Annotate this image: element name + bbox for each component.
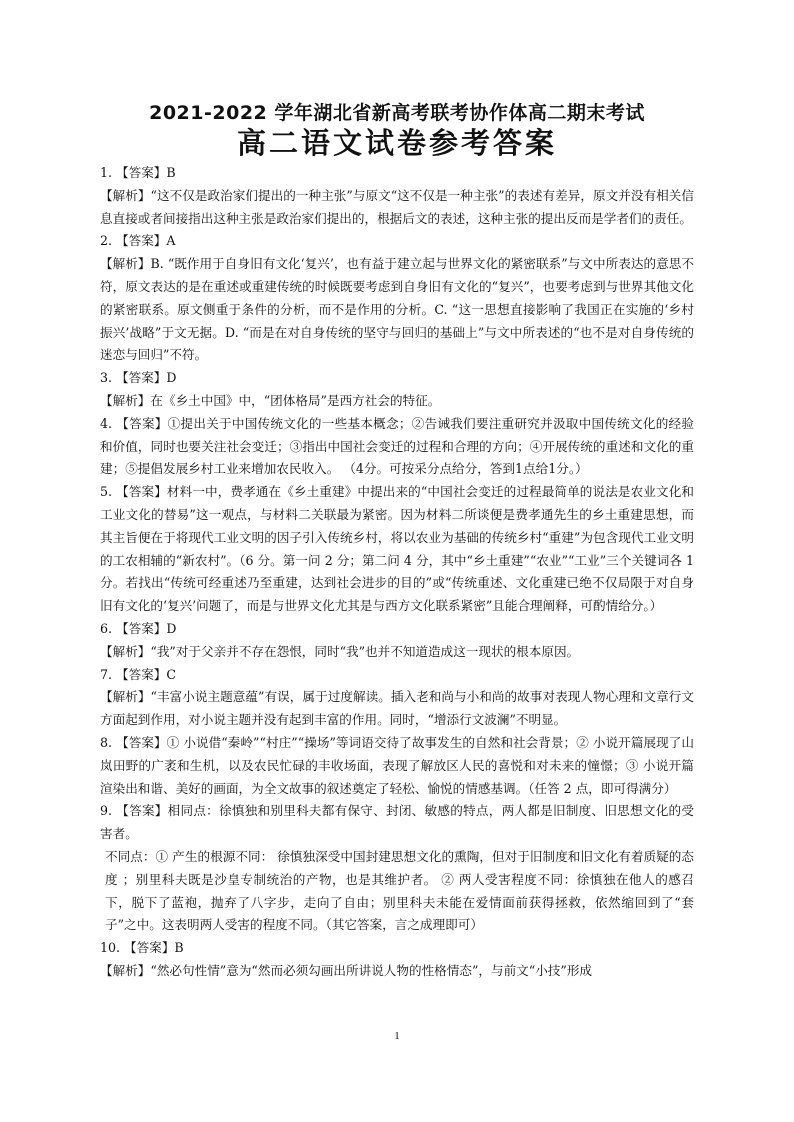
answer-line: 3. 【答案】D <box>100 370 177 386</box>
answer-line: 7. 【答案】C <box>100 666 177 682</box>
answer-line: 1. 【答案】B <box>100 165 176 180</box>
answer-line: 4. 【答案】①提出关于中国传统文化的一些基本概念；②告诫我们要注重研究并汲取中国传统文化的经验和价值，同时也要关注社会变迁；③指出中国社会变迁的过程和合理的方向；④开展传统的重述和文化的重建；⑤提倡发展乡村工业来增加农民收入。 （4分。可按采分点给分，答到1点给1分。） <box>100 415 694 477</box>
answer-explanation: 【解析】“我”对于父亲并不存在怨恨，同时“我”也并不知道造成这一现状的根本原因。 <box>100 643 580 659</box>
answer-explanation: 【解析】“然必句性情”意为“然而必须勾画出所讲说人物的性格情态”，与前文“小技”形成 <box>100 962 593 978</box>
answer-explanation: 【解析】“这不仅是政治家们提出的一种主张”与原文“这不仅是一种主张”的表述有差异，原文并没有相关信息直接或者间接指出这种主张是政治家们提出的，根据后文的表述，这种主张的提出反而是学者们的责任。 <box>100 187 694 226</box>
answer-body <box>100 162 694 983</box>
answer-line: 2. 【答案】A <box>100 233 176 249</box>
answer-line: 不同点：① 产生的根源不同： 徐慎独深受中国封建思想文化的熏陶，但对于旧制度和旧文化有着质疑的态度 ；别里科夫既是沙皇专制统治的产物，也是其维护者。 ② 两人受害程度不同：徐慎独在他人的感召下，脱下了蓝袍，抛弃了八字步，走向了自由；别里科夫未能在爱情面前获得拯救，依然缩回到了“套子”之中。这表明两人受害的程度不同。（其它答案，言之成理即可） <box>105 848 694 933</box>
document-subtitle: 高二语文试卷参考答案 <box>236 126 557 160</box>
answer-line: 8. 【答案】① 小说借“秦岭”“村庄”“操场”等词语交待了故事发生的自然和社会背景；② 小说开篇展现了山岚田野的广袤和生机，以及农民忙碌的丰收场面，表现了解放区人民的喜悦和对未来的憧憬；③ 小说开篇渲染出和谐、美好的画面，为全文故事的叙述奠定了轻松、愉悦的情感基调。（任答 2 点，即可得满分） <box>100 734 694 796</box>
document-title: 2021-2022 学年湖北省新高考联考协作体高二期末考试 <box>149 102 645 124</box>
answer-line: 10. 【答案】B <box>100 940 184 956</box>
answer-line: 9. 【答案】相同点：徐慎独和别里科夫都有保守、封闭、敏感的特点，两人都是旧制度、旧思想文化的受害者。 <box>100 803 694 842</box>
answer-document <box>100 100 694 983</box>
answer-line: 6. 【答案】D <box>100 620 177 636</box>
answer-explanation: 【解析】在《乡土中国》中，“团体格局”是西方社会的特征。 <box>100 392 441 408</box>
answer-explanation: 【解析】“丰富小说主题意蕴”有误，属于过度解读。插入老和尚与小和尚的故事对表现人物心理和文章行文方面起到作用，对小说主题并没有起到丰富的作用。同时，“增添行文波澜”不明显。 <box>100 689 694 728</box>
answer-line: 5. 【答案】材料一中，费孝通在《乡土重建》中提出来的“中国社会变迁的过程最简单的说法是农业文化和工业文化的替易”这一观点，与材料二关联最为紧密。因为材料二所谈便是费孝通先生的乡土重建思想，而其主旨便在于将现代工业文明的因子引入传统乡村，将以农业为基础的传统乡村“重建”为包含现代工业文明的工农相辅的“新农村”。（6 分。第一问 2 分；第二问 4 分，其中“乡土重建”“农业”“工业”三个关键词各 1 分。若找出“传统可经重述乃至重建，达到社会进步的目的”或“传统重述、文化重建已绝不仅局限于对自身旧有文化的‘复兴’问题了，而是与世界文化尤其是与西方文化联系紧密”且能合理阐释，可酌情给分。） <box>100 484 694 614</box>
answer-explanation: 【解析】B. “既作用于自身旧有文化‘复兴’，也有益于建立起与世界文化的紧密联系”与文中所表达的意思不符，原文表达的是在重述或重建传统的时候既要考虑到自身旧有文化的“复兴”，也要考虑到与世界其他文化的紧密联系。原文侧重于条件的分析，而不是作用的分析。C. “这一思想直接影响了我国正在实施的‘乡村振兴’战略”于文无据。D. “而是在对自身传统的坚守与回归的基础上”与文中所表述的“也不是对自身传统的迷恋与回归”不符。 <box>100 256 694 363</box>
page-number: 1 <box>394 1030 400 1042</box>
